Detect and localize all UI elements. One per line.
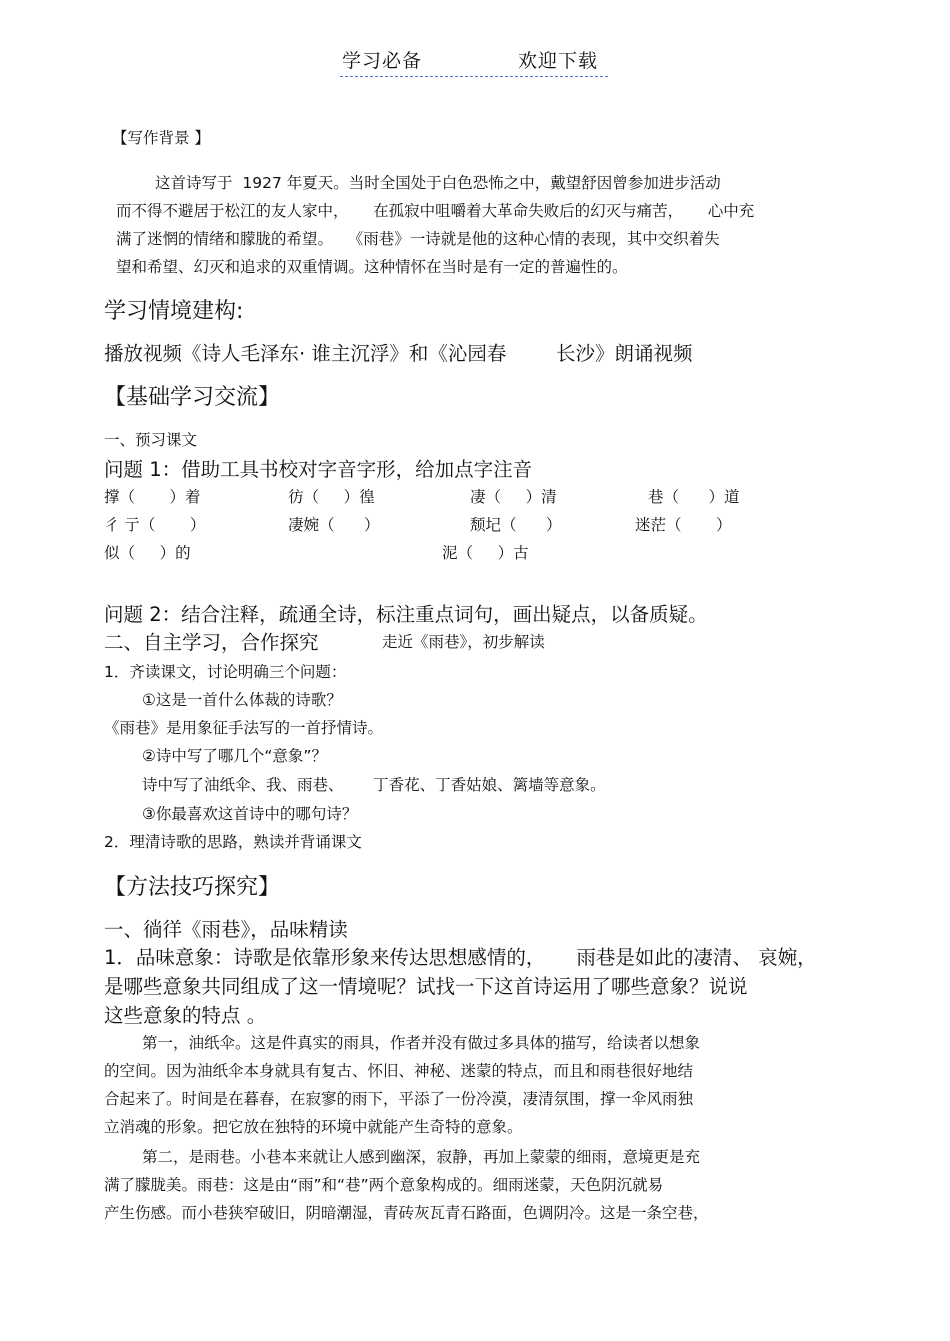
- pinyin-blank: 似（ ）的: [104, 544, 191, 562]
- section-subheading: 走近《雨巷》，初步解读: [382, 633, 545, 651]
- pinyin-blank: 凄婉（ ）: [288, 516, 380, 534]
- question-line: 这些意象的特点 。: [104, 1004, 267, 1027]
- list-item: ②诗中写了哪几个“意象”？: [142, 747, 327, 765]
- question-line: 1．品味意象：诗歌是依靠形象来传达思想感情的， 雨巷是如此的凄清、 哀婉，: [104, 946, 817, 969]
- background-line: 望和希望、幻灭和追求的双重情调。这种情怀在当时是有一定的普遍性的。: [116, 258, 628, 276]
- paragraph-line: 的空间。因为油纸伞本身就具有复古、怀旧、神秘、迷蒙的特点，而且和雨巷很好地结: [104, 1062, 694, 1080]
- pinyin-blank: 彳 亍（ ）: [104, 516, 206, 534]
- paragraph-line: 立消魂的形象。把它放在独特的环境中就能产生奇特的意象。: [104, 1118, 523, 1136]
- paragraph-line: 产生伤感。而小巷狭窄破旧，阴暗潮湿，青砖灰瓦青石路面，色调阴冷。这是一条空巷，: [104, 1204, 709, 1222]
- paragraph-line: 第二，是雨巷。小巷本来就让人感到幽深，寂静，再加上蒙蒙的细雨，意境更是充: [142, 1148, 701, 1166]
- pinyin-blank: 颓圮（ ）: [470, 516, 562, 534]
- question-line: 是哪些意象共同组成了这一情境呢？试找一下这首诗运用了哪些意象？说说: [104, 975, 748, 998]
- section-subheading: 一、预习课文: [104, 431, 198, 449]
- list-item: 《雨巷》是用象征手法写的一首抒情诗。: [104, 719, 384, 737]
- paragraph-line: 第一，油纸伞。这是件真实的雨具，作者并没有做过多具体的描写，给读者以想象: [142, 1034, 701, 1052]
- background-line: 满了迷惘的情绪和朦胧的希望。 《雨巷》一诗就是他的这种心情的表现，其中交织着失: [116, 230, 720, 248]
- pinyin-blank: 彷（ ）徨: [288, 488, 375, 506]
- background-line: 而不得不避居于松江的友人家中， 在孤寂中咀嚼着大革命失败后的幻灭与痛苦， 心中充: [116, 202, 755, 220]
- question-1: 问题 1：借助工具书校对字音字形，给加点字注音: [104, 458, 533, 481]
- situation-heading: 学习情境建构:: [104, 299, 244, 324]
- basic-heading: 【基础学习交流】: [104, 385, 281, 410]
- header-left: 学习必备: [342, 50, 423, 72]
- pinyin-blank: 巷（ ）道: [648, 488, 740, 506]
- section-subheading: 一、徜徉《雨巷》，品味精读: [104, 918, 348, 941]
- background-line: 这首诗写于 1927 年夏天。当时全国处于白色恐怖之中，戴望舒因曾参加进步活动: [155, 174, 721, 192]
- pinyin-blank: 迷茫（ ）: [635, 516, 732, 534]
- page-header: [340, 46, 608, 77]
- list-item: ①这是一首什么体裁的诗歌？: [142, 691, 342, 709]
- list-item: 1．齐读课文，讨论明确三个问题：: [104, 663, 347, 681]
- situation-line: 播放视频《诗人毛泽东· 谁主沉浮》和《沁园春 长沙》朗诵视频: [104, 342, 693, 365]
- background-heading: 【写作背景 】: [112, 129, 210, 147]
- list-item: 2．理清诗歌的思路，熟读并背诵课文: [104, 833, 362, 851]
- paragraph-line: 满了朦胧美。雨巷：这是由“雨”和“巷”两个意象构成的。细雨迷蒙，天色阴沉就易: [104, 1176, 664, 1194]
- list-item: ③你最喜欢这首诗中的哪句诗？: [142, 805, 358, 823]
- section-subheading: 二、自主学习，合作探究: [104, 631, 319, 654]
- question-2: 问题 2：结合注释，疏通全诗，标注重点词句，画出疑点，以备质疑。: [104, 603, 708, 626]
- pinyin-blank: 凄（ ）清: [470, 488, 557, 506]
- pinyin-blank: 撑（ ）着: [104, 488, 201, 506]
- list-item: 诗中写了油纸伞、我、雨巷、 丁香花、丁香姑娘、篱墙等意象。: [142, 776, 606, 794]
- header-right: 欢迎下载: [518, 50, 599, 72]
- pinyin-blank: 泥（ ）古: [442, 544, 529, 562]
- method-heading: 【方法技巧探究】: [104, 875, 281, 900]
- paragraph-line: 合起来了。时间是在暮春，在寂寥的雨下，平添了一份冷漠，凄清氛围，撑一伞风雨独: [104, 1090, 694, 1108]
